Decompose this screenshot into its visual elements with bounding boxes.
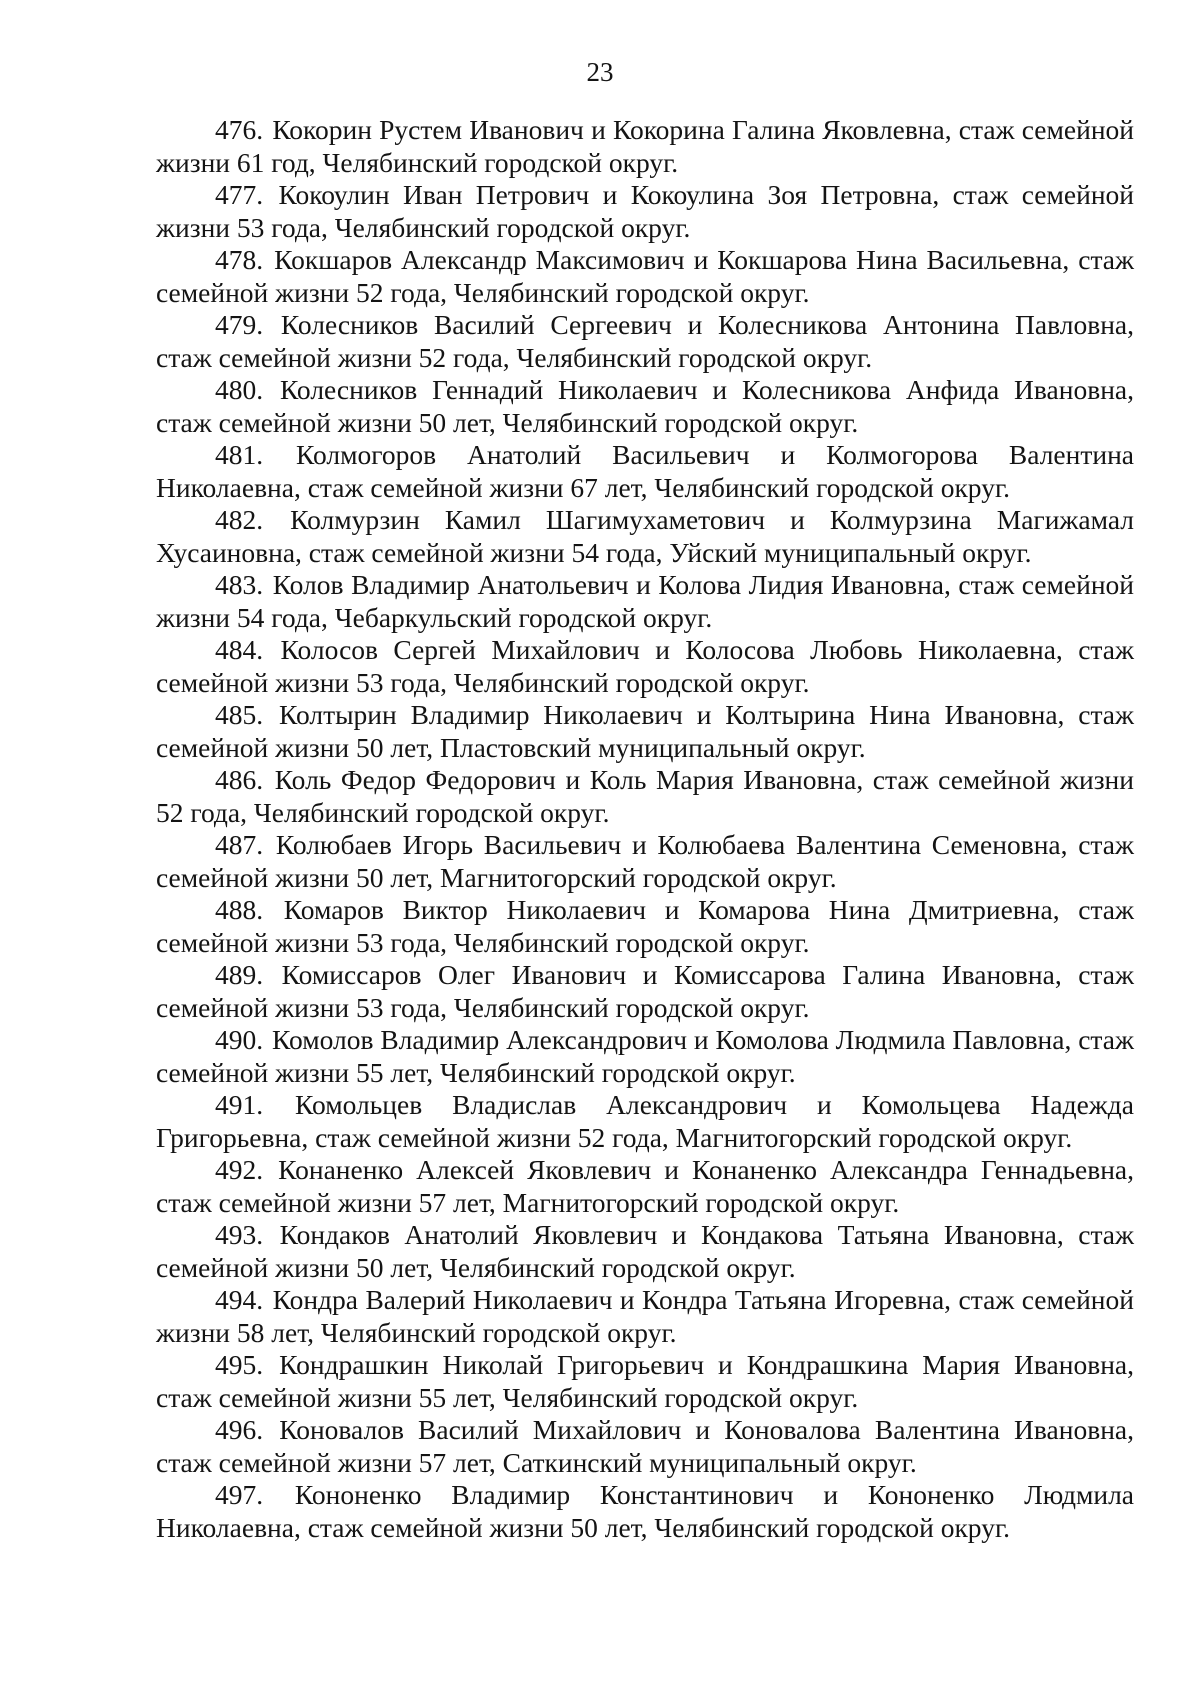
entry-number: 493. — [215, 1219, 278, 1250]
entry-number: 484. — [215, 634, 279, 665]
page-number: 23 — [586, 57, 614, 87]
entry-number: 477. — [215, 179, 277, 210]
entry-text: Комолов Владимир Александрович и Комолова Людмила Павловна, стаж семейной жизни 55 лет, Челябинский городской округ. — [156, 1024, 1134, 1088]
list-item — [156, 374, 1134, 439]
list-item — [156, 894, 1134, 959]
entry-list — [156, 114, 1134, 1544]
entry-text: Кононенко Владимир Константинович и Кононенко Людмила Николаевна, стаж семейной жизни 50 лет, Челябинский городской округ. — [156, 1479, 1134, 1543]
list-item — [156, 179, 1134, 244]
list-item — [156, 1349, 1134, 1414]
entry-number: 479. — [215, 309, 279, 340]
entry-number: 476. — [215, 114, 271, 145]
list-item — [156, 309, 1134, 374]
entry-number: 478. — [215, 244, 273, 275]
list-item — [156, 114, 1134, 179]
entry-text: Колосов Сергей Михайлович и Колосова Любовь Николаевна, стаж семейной жизни 53 года, Челябинский городской округ. — [156, 634, 1134, 698]
list-item — [156, 1414, 1134, 1479]
entry-text: Комаров Виктор Николаевич и Комарова Нина Дмитриевна, стаж семейной жизни 53 года, Челябинский городской округ. — [156, 894, 1134, 958]
list-item — [156, 1479, 1134, 1544]
entry-text: Колесников Геннадий Николаевич и Колесникова Анфида Ивановна, стаж семейной жизни 50 лет, Челябинский городской округ. — [156, 374, 1134, 438]
entry-number: 480. — [215, 374, 278, 405]
list-item — [156, 1089, 1134, 1154]
list-item — [156, 1219, 1134, 1284]
entry-number: 495. — [215, 1349, 278, 1380]
entry-text: Кокорин Рустем Иванович и Кокорина Галина Яковлевна, стаж семейной жизни 61 год, Челябинский городской округ. — [156, 114, 1135, 178]
entry-number: 485. — [215, 699, 277, 730]
entry-number: 488. — [215, 894, 282, 925]
entry-number: 482. — [215, 504, 289, 535]
list-item — [156, 634, 1134, 699]
list-item — [156, 829, 1134, 894]
entry-text: Кокоулин Иван Петрович и Кокоулина Зоя Петровна, стаж семейной жизни 53 года, Челябинский городской округ. — [156, 179, 1135, 243]
entry-number: 483. — [215, 569, 271, 600]
entry-number: 481. — [215, 439, 295, 470]
list-item — [156, 959, 1134, 1024]
list-item — [156, 1024, 1134, 1089]
entry-number: 489. — [215, 959, 280, 990]
entry-number: 491. — [215, 1089, 294, 1120]
entry-number: 490. — [215, 1024, 271, 1055]
entry-text: Колесников Василий Сергеевич и Колесникова Антонина Павловна, стаж семейной жизни 52 года, Челябинский городской округ. — [156, 309, 1135, 373]
entry-number: 492. — [215, 1154, 277, 1185]
entry-text: Конаненко Алексей Яковлевич и Конаненко Александра Геннадьевна, стаж семейной жизни 57 лет, Магнитогорский городской округ. — [156, 1154, 1134, 1218]
list-item — [156, 244, 1134, 309]
entry-text: Колюбаев Игорь Васильевич и Колюбаева Валентина Семеновна, стаж семейной жизни 50 лет, Магнитогорский городской округ. — [156, 829, 1134, 893]
list-item — [156, 1154, 1134, 1219]
entry-text: Кондрашкин Николай Григорьевич и Кондрашкина Мария Ивановна, стаж семейной жизни 55 лет, Челябинский городской округ. — [156, 1349, 1134, 1413]
list-item — [156, 569, 1134, 634]
list-item — [156, 1284, 1134, 1349]
entry-text: Колов Владимир Анатольевич и Колова Лидия Ивановна, стаж семейной жизни 54 года, Чебаркульский городской округ. — [156, 569, 1135, 633]
entry-text: Коль Федор Федорович и Коль Мария Ивановна, стаж семейной жизни 52 года, Челябинский городской округ. — [156, 764, 1134, 828]
list-item — [156, 504, 1134, 569]
entry-text: Колтырин Владимир Николаевич и Колтырина Нина Ивановна, стаж семейной жизни 50 лет, Пластовский муниципальный округ. — [156, 699, 1135, 763]
entry-number: 487. — [215, 829, 274, 860]
entry-number: 496. — [215, 1414, 278, 1445]
entry-number: 486. — [215, 764, 273, 795]
entry-text: Колмогоров Анатолий Васильевич и Колмогорова Валентина Николаевна, стаж семейной жизни 67 лет, Челябинский городской округ. — [156, 439, 1134, 503]
entry-text: Кондра Валерий Николаевич и Кондра Татьяна Игоревна, стаж семейной жизни 58 лет, Челябинский городской округ. — [156, 1284, 1134, 1348]
list-item — [156, 764, 1134, 829]
entry-number: 497. — [215, 1479, 293, 1510]
entry-text: Кондаков Анатолий Яковлевич и Кондакова Татьяна Ивановна, стаж семейной жизни 50 лет, Челябинский городской округ. — [156, 1219, 1134, 1283]
entry-text: Комольцев Владислав Александрович и Комольцева Надежда Григорьевна, стаж семейной жизни 52 года, Магнитогорский городской округ. — [156, 1089, 1134, 1153]
list-item — [156, 699, 1134, 764]
entry-number: 494. — [215, 1284, 271, 1315]
entry-text: Коновалов Василий Михайлович и Коновалова Валентина Ивановна, стаж семейной жизни 57 лет, Саткинский муниципальный округ. — [156, 1414, 1134, 1478]
list-item — [156, 439, 1134, 504]
entry-text: Колмурзин Камил Шагимухаметович и Колмурзина Магижамал Хусаиновна, стаж семейной жизни 54 года, Уйский муниципальный округ. — [156, 504, 1135, 568]
entry-text: Комиссаров Олег Иванович и Комиссарова Галина Ивановна, стаж семейной жизни 53 года, Челябинский городской округ. — [156, 959, 1134, 1023]
entry-text: Кокшаров Александр Максимович и Кокшарова Нина Васильевна, стаж семейной жизни 52 года, Челябинский городской округ. — [156, 244, 1135, 308]
